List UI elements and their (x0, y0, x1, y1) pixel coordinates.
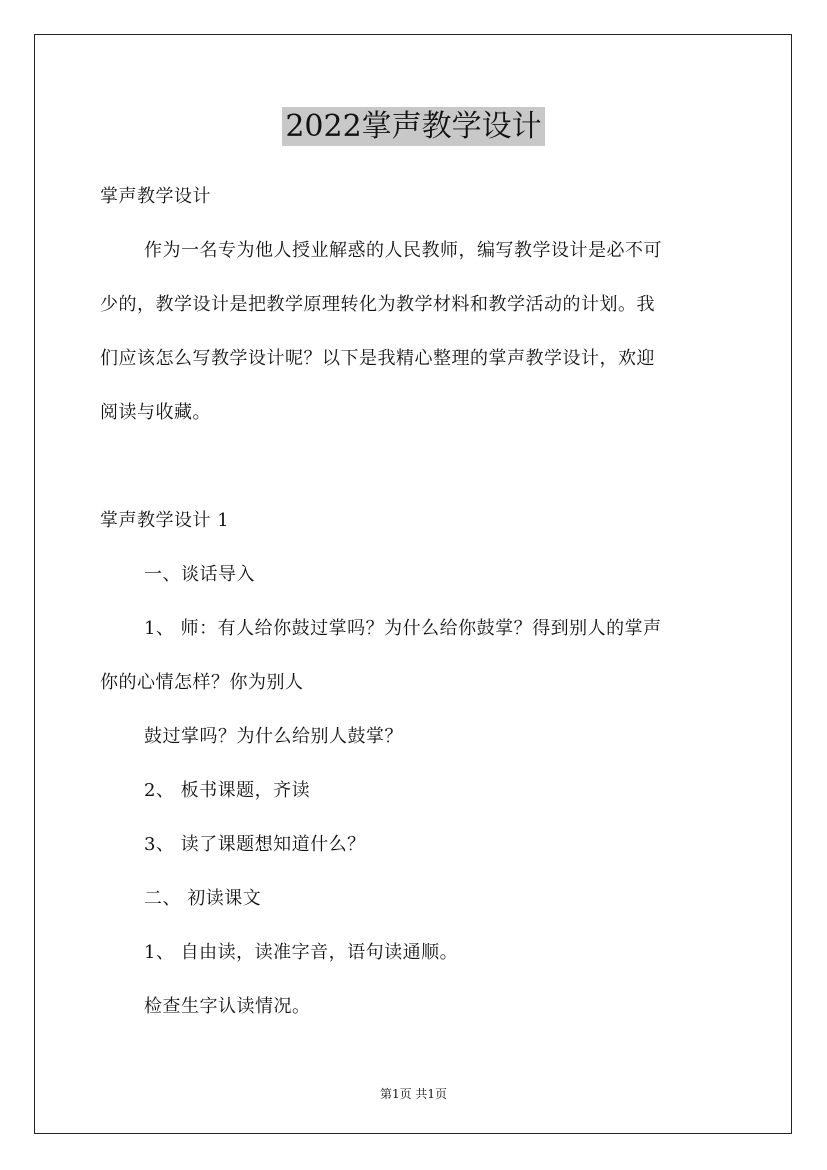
list-item-continuation: 鼓过掌吗？为什么给别人鼓掌？ (144, 726, 403, 747)
list-item: 2、 板书课题，齐读 (144, 780, 311, 801)
list-item-continuation: 你的心情怎样？你为别人 (100, 672, 304, 693)
part-heading: 二、 初读课文 (144, 888, 262, 909)
list-item: 1、 自由读，读准字音，语句读通顺。 (144, 942, 459, 963)
intro-line-1: 作为一名专为他人授业解惑的人民教师，编写教学设计是必不可 (144, 240, 662, 261)
part-heading: 一、谈话导入 (144, 564, 255, 585)
title-text: 2022掌声教学设计 (282, 107, 544, 146)
heading: 掌声教学设计 (100, 186, 211, 207)
section-title: 掌声教学设计 1 (100, 510, 230, 531)
list-item: 1、 师：有人给你鼓过掌吗？为什么给你鼓掌？得到别人的掌声 (144, 618, 662, 639)
intro-line-4: 阅读与收藏。 (100, 402, 211, 423)
list-item: 3、 读了课题想知道什么？ (144, 834, 366, 855)
intro-line-3: 们应该怎么写教学设计呢？以下是我精心整理的掌声教学设计，欢迎 (100, 348, 655, 369)
intro-line-2: 少的，教学设计是把教学原理转化为教学材料和教学活动的计划。我 (100, 294, 655, 315)
page-footer: 第1页 共1页 (379, 1087, 448, 1101)
document-title (0, 101, 827, 145)
paragraph: 检查生字认读情况。 (144, 996, 311, 1017)
